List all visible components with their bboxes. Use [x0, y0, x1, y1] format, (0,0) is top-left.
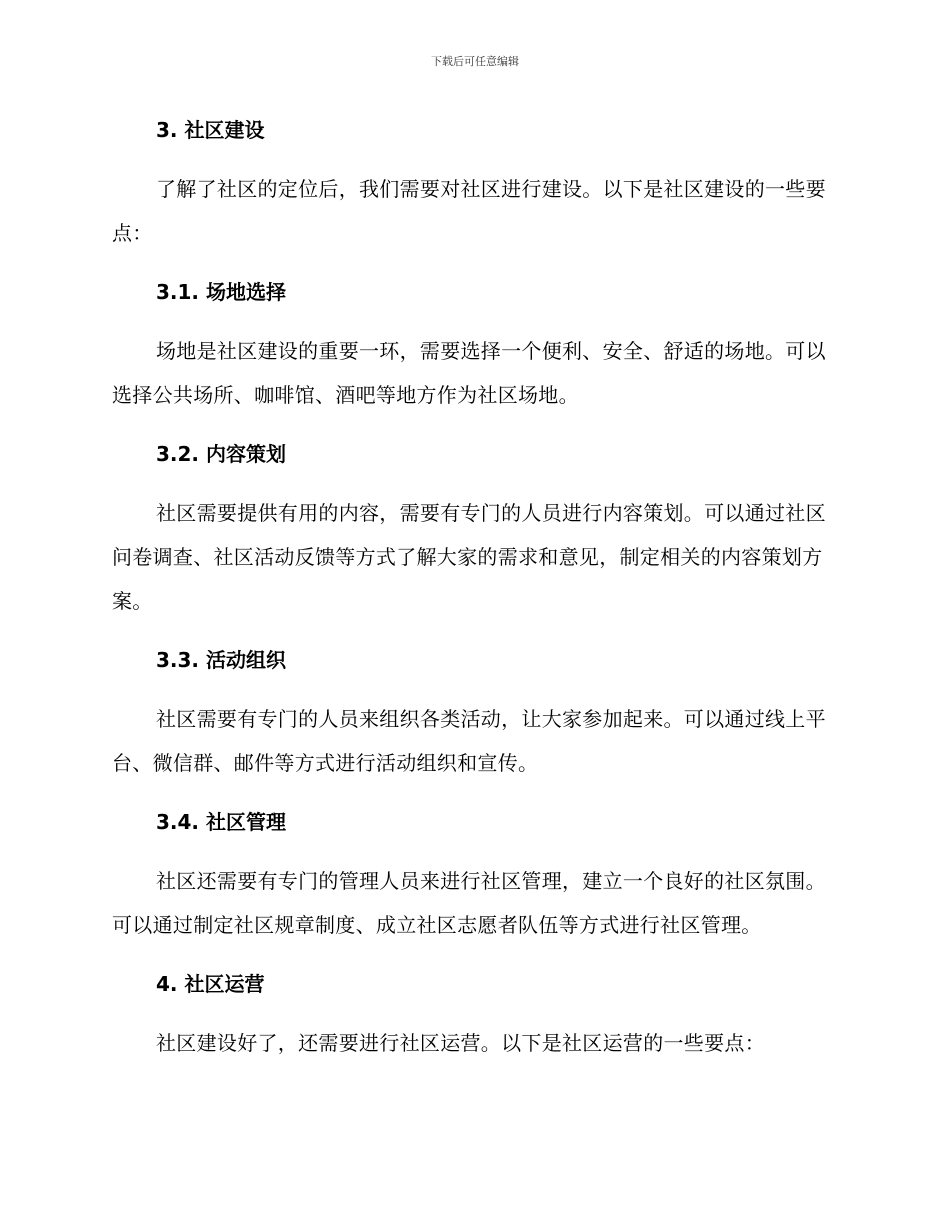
- section-heading-community-building: 3. 社区建设: [156, 118, 265, 142]
- section-paragraph-venue-selection: 场地是社区建设的重要一环，需要选择一个便利、安全、舒适的场地。可以选择公共场所、咖啡馆、酒吧等地方作为社区场地。: [112, 339, 826, 407]
- document-body: [112, 108, 832, 1080]
- section-paragraph-community-building: 了解了社区的定位后，我们需要对社区进行建设。以下是社区建设的一些要点：: [112, 177, 826, 245]
- section-paragraph-community-management: 社区还需要有专门的管理人员来进行社区管理，建立一个良好的社区氛围。可以通过制定社区规章制度、成立社区志愿者队伍等方式进行社区管理。: [112, 869, 826, 937]
- section-heading-event-organization: 3.3. 活动组织: [156, 648, 286, 672]
- section-heading-venue-selection: 3.1. 场地选择: [156, 280, 286, 304]
- section-paragraph-content-planning: 社区需要提供有用的内容，需要有专门的人员进行内容策划。可以通过社区问卷调查、社区活动反馈等方式了解大家的需求和意见，制定相关的内容策划方案。: [112, 501, 826, 613]
- section-paragraph-community-operation: 社区建设好了，还需要进行社区运营。以下是社区运营的一些要点：: [156, 1031, 765, 1055]
- section-heading-content-planning: 3.2. 内容策划: [156, 442, 286, 466]
- section-paragraph-event-organization: 社区需要有专门的人员来组织各类活动，让大家参加起来。可以通过线上平台、微信群、邮件等方式进行活动组织和宣传。: [112, 707, 826, 775]
- page-header: 下载后可任意编辑: [431, 55, 519, 68]
- section-heading-community-management: 3.4. 社区管理: [156, 810, 286, 834]
- section-heading-community-operation: 4. 社区运营: [156, 972, 265, 996]
